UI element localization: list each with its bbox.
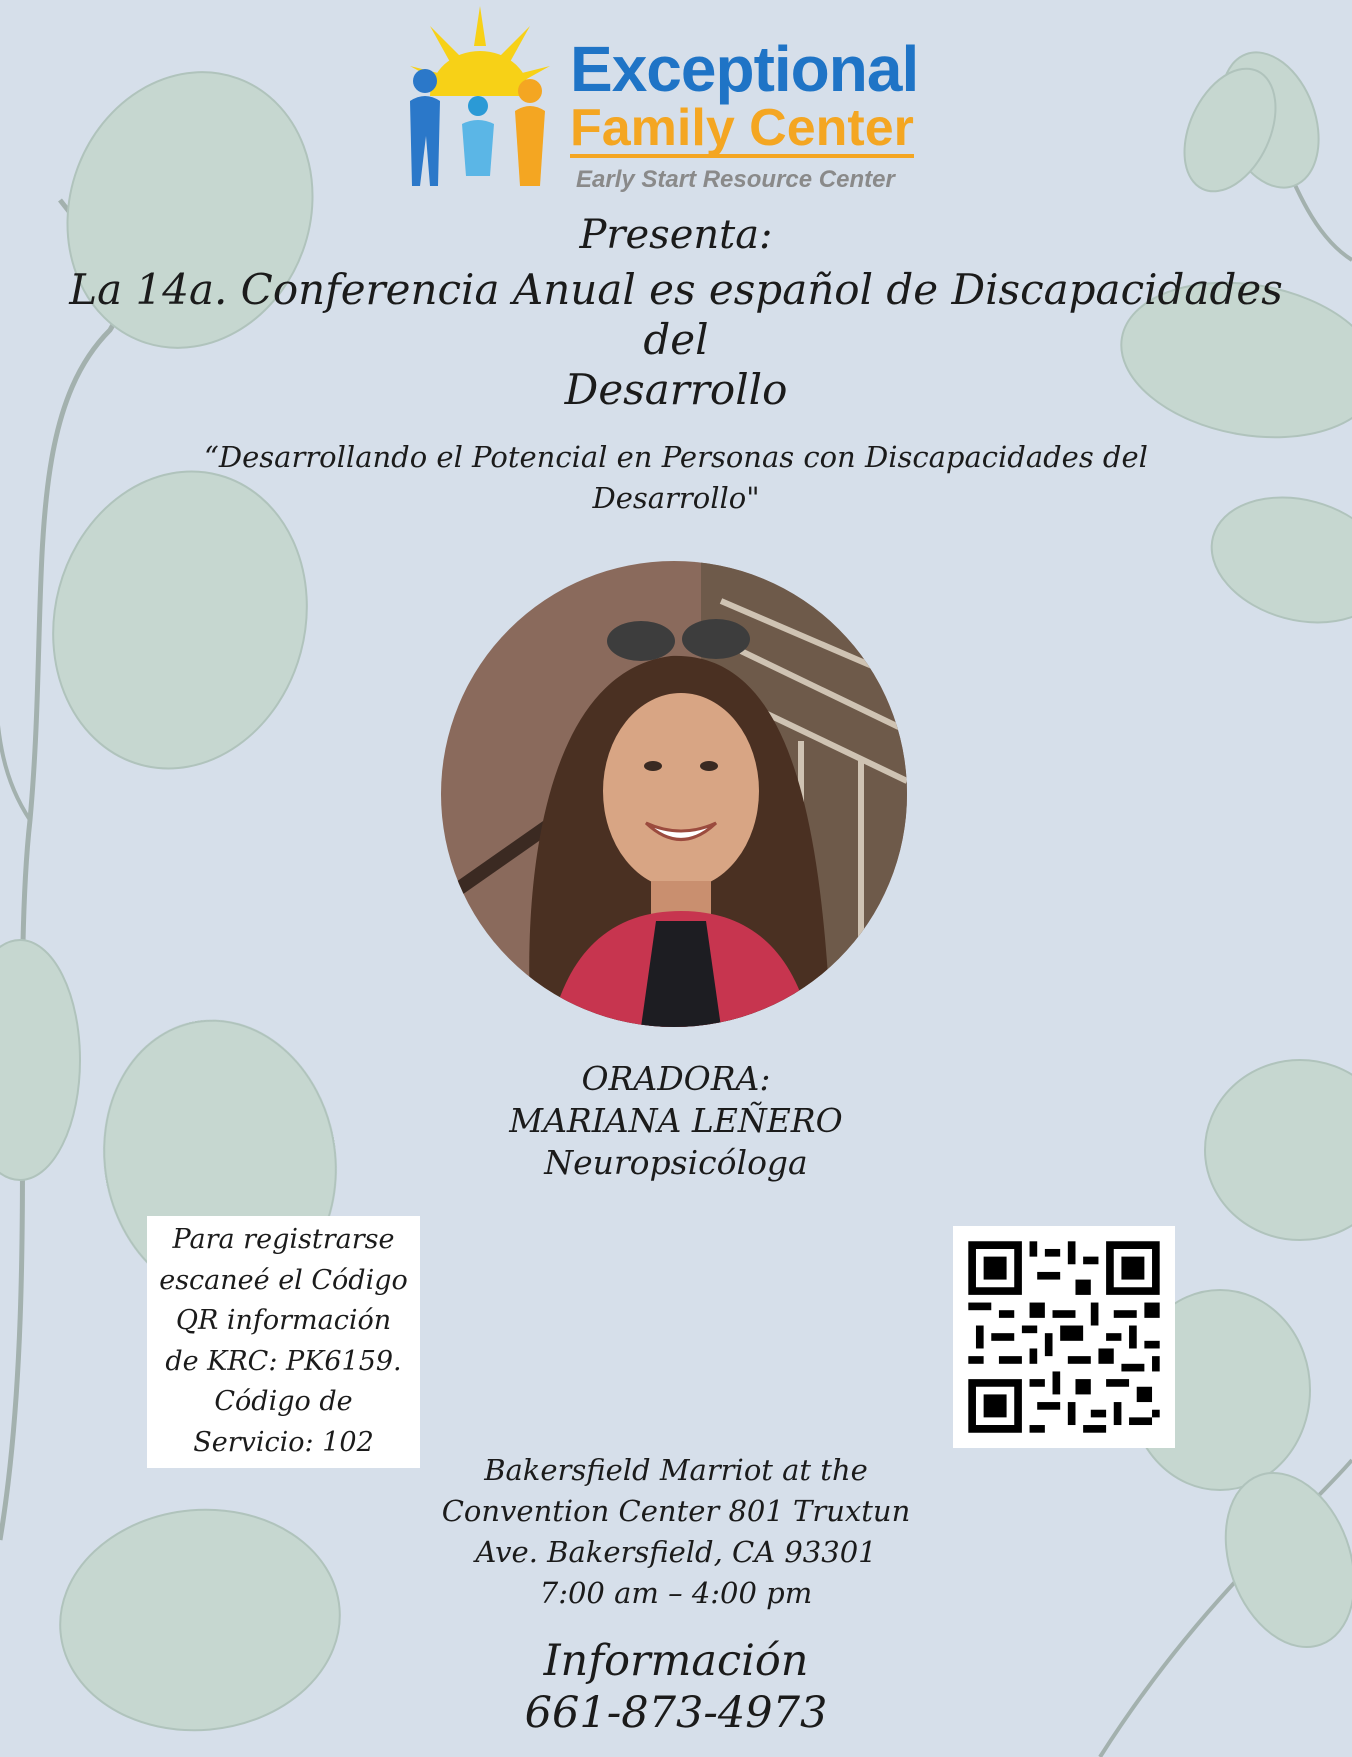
family-sun-icon xyxy=(390,6,570,196)
registration-line: escaneé el Código xyxy=(159,1264,408,1296)
logo-title-family-center: Family Center xyxy=(570,99,914,157)
venue-line: Bakersfield Marriot at the xyxy=(484,1453,868,1487)
registration-qr-code[interactable] xyxy=(953,1226,1175,1448)
conference-tagline xyxy=(180,437,1172,519)
qr-code-icon xyxy=(953,1226,1175,1448)
speaker-role: Neuropsicóloga xyxy=(544,1143,808,1182)
conference-title-line2: Desarrollo xyxy=(564,365,788,414)
speaker-name: MARIANA LEÑERO xyxy=(509,1101,843,1140)
registration-line: Código de xyxy=(214,1386,353,1417)
venue-line: Convention Center 801 Truxtun xyxy=(441,1494,911,1528)
registration-info-box xyxy=(147,1216,420,1468)
contact-phone[interactable]: 661-873-4973 xyxy=(524,1688,828,1738)
tagline-line1: “Desarrollando el Potencial en Personas con Discapacidades del xyxy=(204,440,1148,474)
conference-title xyxy=(40,265,1312,415)
registration-line: QR información xyxy=(175,1305,392,1336)
venue-line: Ave. Bakersfield, CA 93301 xyxy=(475,1535,877,1569)
conference-title-line1: La 14a. Conferencia Anual es español de Discapacidades del xyxy=(69,265,1283,364)
registration-line: Servicio: 102 xyxy=(193,1426,374,1458)
logo-title-exceptional: Exceptional xyxy=(570,33,919,105)
information-label: Información xyxy=(543,1636,809,1686)
exceptional-family-center-logo xyxy=(390,6,970,196)
speaker-label: ORADORA: xyxy=(581,1059,771,1098)
logo-subtitle: Early Start Resource Center xyxy=(576,166,895,193)
speaker-info xyxy=(0,1058,1352,1184)
event-time: 7:00 am – 4:00 pm xyxy=(539,1576,813,1610)
speaker-photo xyxy=(441,561,907,1027)
tagline-line2: Desarrollo" xyxy=(592,481,760,515)
venue-info xyxy=(400,1450,952,1614)
presenta-heading: Presenta: xyxy=(579,212,773,258)
registration-line: Para registrarse xyxy=(172,1224,395,1255)
registration-line: de KRC: PK6159. xyxy=(165,1345,402,1377)
